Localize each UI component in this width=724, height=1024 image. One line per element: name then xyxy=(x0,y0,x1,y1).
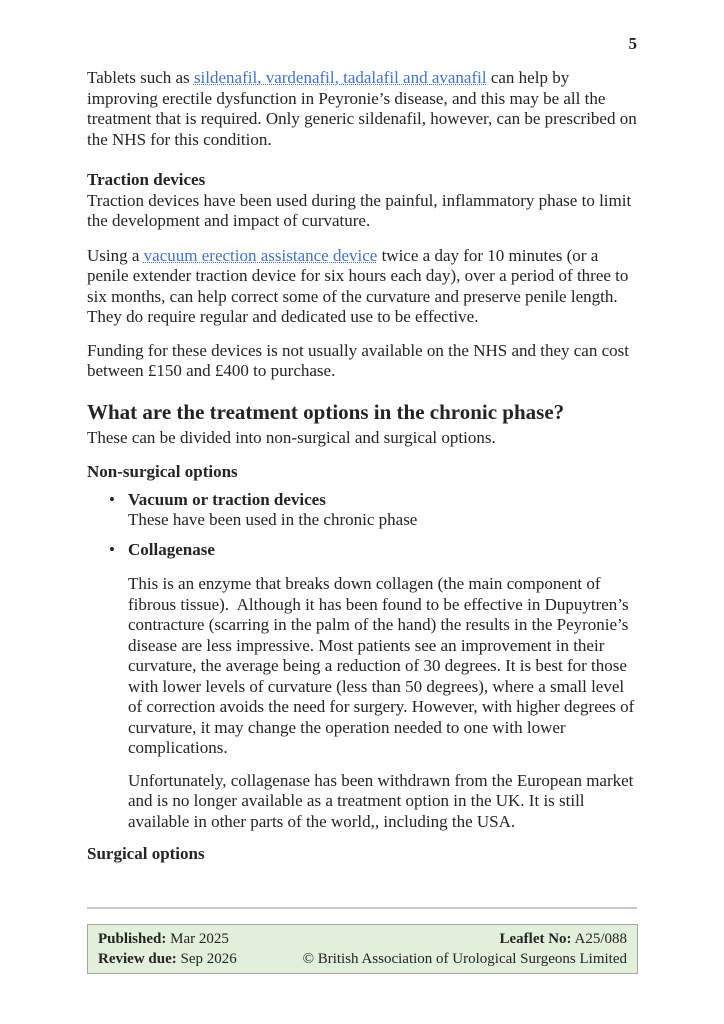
paragraph-tablets-text: Tablets such as xyxy=(87,68,194,87)
list-item-title: Collagenase xyxy=(128,539,215,559)
footer-copyright: © British Association of Urological Surgeons Limited xyxy=(302,951,627,967)
footer-left-column xyxy=(98,929,237,969)
footer-right-column xyxy=(303,929,627,969)
footer-published-line xyxy=(98,929,237,949)
footer-review-line xyxy=(98,949,237,969)
paragraph-collagenase-2: Unfortunately, collagenase has been withdrawn from the European market and is no longer available as a treatment option in the UK. It is still available in other parts of the world,, including the USA. xyxy=(128,770,638,831)
paragraph-traction: Traction devices have been used during the painful, inflammatory phase to limit the development and impact of curvature. xyxy=(87,190,636,230)
link-pde5-inhibitors[interactable]: sildenafil, vardenafil, tadalafil and avanafil xyxy=(193,68,487,87)
footer-leaflet-value: A25/088 xyxy=(574,931,627,947)
footer-review-label: Review due: xyxy=(98,951,177,967)
footer-leaflet-line xyxy=(303,929,627,949)
link-vacuum-erection-device[interactable]: vacuum erection assistance device xyxy=(143,245,378,265)
list-item-collagenase xyxy=(87,540,637,561)
paragraph-vacuum-text-cont: twice a day for 10 minutes (or a penile extender traction device for six hours each day), over a period of three to six months, can help correct some of the curvature and preserve penile length. They do require regular and dedicated use to be effective. xyxy=(87,245,633,326)
page-number: 5 xyxy=(628,34,637,53)
footer-published-label: Published: xyxy=(98,931,167,947)
heading-non-surgical-options: Non-surgical options xyxy=(87,462,238,481)
paragraph-vacuum-text: Using a xyxy=(87,245,144,265)
list-item-text: These have been used in the chronic phase xyxy=(128,510,418,529)
bullet-icon xyxy=(109,540,115,561)
footer-published-value: Mar 2025 xyxy=(170,931,229,947)
paragraph-collagenase-1: This is an enzyme that breaks down collagen (the main component of fibrous tissue). Although it has been found to be effective in Dupuytren’s contracture (scarring in the palm of the hand) the results in the Peyronie’s disease are less impressive. Most patients see an improvement in their curvature, the average being a reduction of 30 degrees. It is best for those with lower levels of curvature (less than 50 degrees), where a small level of correction avoids the need for surgery. However, with higher degrees of curvature, it may change the operation needed to one with lower complications. xyxy=(128,574,639,757)
list-item-vacuum-traction xyxy=(87,490,637,531)
heading-surgical-options: Surgical options xyxy=(87,844,205,863)
paragraph-tablets-text-cont: can help by improving erectile dysfunction in Peyronie’s disease, and this may be all the treatment that is required. Only generic sildenafil, however, can be prescribed on the NHS for this condition. xyxy=(87,68,641,149)
paragraph-tablets xyxy=(87,68,641,150)
bullet-icon xyxy=(109,490,115,511)
footer-separator xyxy=(87,907,637,909)
footer xyxy=(87,924,638,974)
heading-chronic-phase: What are the treatment options in the chronic phase? xyxy=(87,399,565,424)
paragraph-chronic-intro: These can be divided into non-surgical and surgical options. xyxy=(87,427,496,447)
paragraph-funding: Funding for these devices is not usually available on the NHS and they can cost between £150 and £400 to purchase. xyxy=(87,340,634,380)
heading-traction-devices: Traction devices xyxy=(87,170,206,189)
footer-review-value: Sep 2026 xyxy=(180,951,237,967)
paragraph-vacuum-device xyxy=(87,246,637,328)
list-item-title: Vacuum or traction devices xyxy=(128,489,326,509)
footer-leaflet-label: Leaflet No: xyxy=(499,931,572,947)
